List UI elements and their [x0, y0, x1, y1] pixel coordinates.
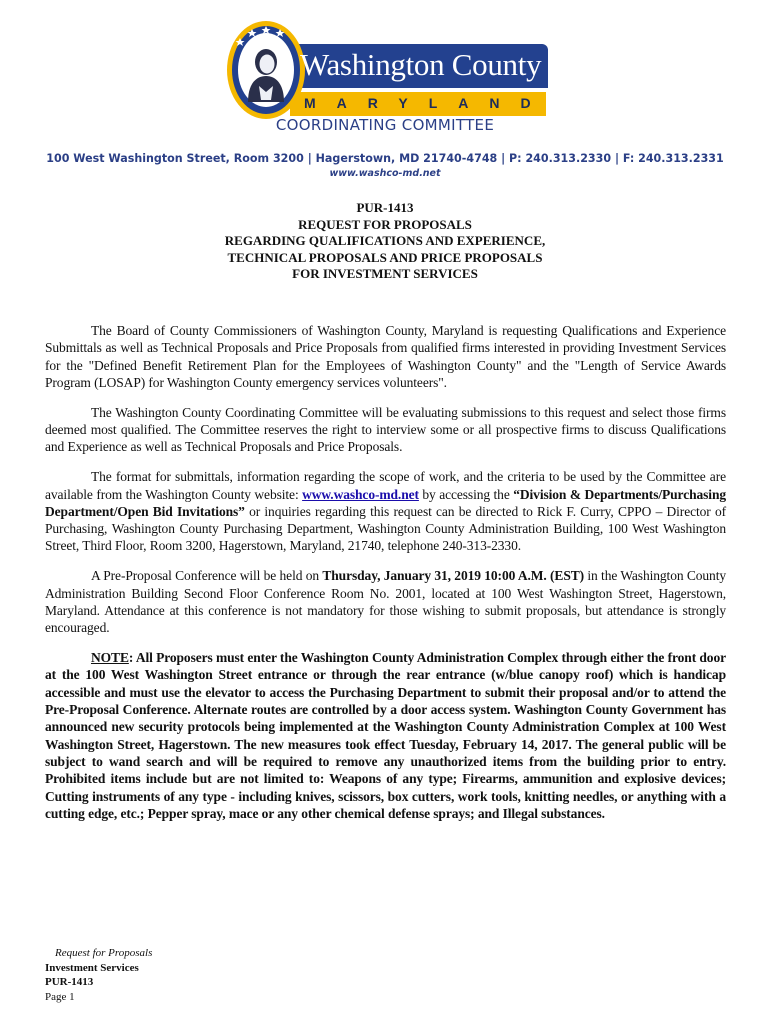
bid-invitations-path: “Division & Departments/Purchasing Department/Open Bid Invitations” [45, 486, 727, 519]
website-link[interactable]: www.washco-md.net [302, 486, 419, 502]
office-address: 100 West Washington Street, Room 3200 | Hagerstown, MD 21740-4748 | P: 240.313.2330 | F: 240.313.2331 [46, 152, 724, 165]
county-logo [226, 20, 552, 120]
paragraph-note [45, 649, 726, 822]
title-line-5: FOR INVESTMENT SERVICES [292, 266, 478, 282]
committee-name: COORDINATING COMMITTEE [275, 116, 495, 134]
title-line-3: REGARDING QUALIFICATIONS AND EXPERIENCE, [224, 233, 546, 249]
county-seal-icon [226, 20, 306, 120]
conference-text-b: in the Washington County Administration Building Second Floor Conference Room No. 2001, located at 100 West Washington Street, Hagerstown, Maryland. Attendance at this conference is not mandatory for those wishing to submit proposals, but attendance is strongly encouraged. [45, 568, 726, 636]
state-name: MARYLAND [304, 95, 552, 111]
conference-date: Thursday, January 31, 2019 10:00 A.M. (EST) [322, 568, 585, 584]
title-line-1: PUR-1413 [356, 200, 414, 215]
note-label: NOTE [91, 650, 129, 666]
page-footer [45, 946, 152, 1004]
footer-page-number: Page 1 [45, 990, 75, 1003]
paragraph-intro: The Board of County Commissioners of Washington County, Maryland is requesting Qualifications and Experience Submittals as well as Technical Proposals and Price Proposals from qualified firms interested in providing Investment Services for the "Defined Benefit Retirement Plan for the Employees of Washington County" and the "Length of Service Awards Program (LOSAP) for Washington County emergency services volunteers". [45, 323, 726, 390]
submittal-text-c: or inquiries regarding this request can be directed to Rick F. Curry, CPPO – Director of Purchasing, Washington County Purchasing Department, Washington County Administration Building, 100 West Washington Street, Third Floor, Room 3200, Hagerstown, Maryland, 21740, telephone 240-313-2330. [45, 503, 726, 554]
paragraph-pre-proposal [45, 567, 726, 636]
footer-doc-number: PUR-1413 [45, 976, 94, 989]
county-name: Washington County [300, 47, 542, 82]
document-title [0, 200, 770, 283]
note-text: : All Proposers must enter the Washington County Administration Complex through either the front door at the 100 West Washington Street entrance or through the rear entrance (w/blue canopy roof) which is handicap accessible and must use the elevator to access the Purchasing Department to submit their proposal and/or to attend the Pre-Proposal Conference. Alternate routes are controlled by a door access system. Washington County Government has announced new security protocols being implemented at the Washington County Administration Complex at 100 West Washington Street, Hagerstown. The new measures took effect Tuesday, February 14, 2017. The general public will be subject to wand search and will be required to remove any unauthorized items from the building prior to entry. Prohibited items include but are not limited to: Weapons of any type; Firearms, ammunition and explosive devices; Cutting instruments of any type - including knives, scissors, box cutters, work tools, knitting needles, or anything with a cutting edge, etc.; Pepper spray, mace or any other chemical defense sprays; and Illegal substances. [45, 650, 726, 821]
submittal-text-b: by accessing the [418, 486, 514, 502]
title-line-4: TECHNICAL PROPOSALS AND PRICE PROPOSALS [227, 249, 543, 265]
submittal-text-a: The format for submittals, information regarding the scope of work, and the criteria to be used by the Committee are available from the Washington County website: [45, 469, 726, 502]
paragraph-evaluation: The Washington County Coordinating Committee will be evaluating submissions to this request and select those firms deemed most qualified. The Committee reserves the right to interview some or all prospective firms to discuss Qualifications and Experience as well as Technical Proposals and Price Proposals. [45, 404, 726, 455]
header-website: www.washco-md.net [329, 168, 441, 179]
title-line-2: REQUEST FOR PROPOSALS [298, 216, 472, 232]
footer-doc-type: Request for Proposals [55, 947, 153, 959]
footer-subject: Investment Services [45, 961, 139, 974]
paragraph-submittal-format [45, 468, 726, 554]
document-body [45, 322, 726, 835]
conference-text-a: A Pre-Proposal Conference will be held on [91, 568, 323, 584]
